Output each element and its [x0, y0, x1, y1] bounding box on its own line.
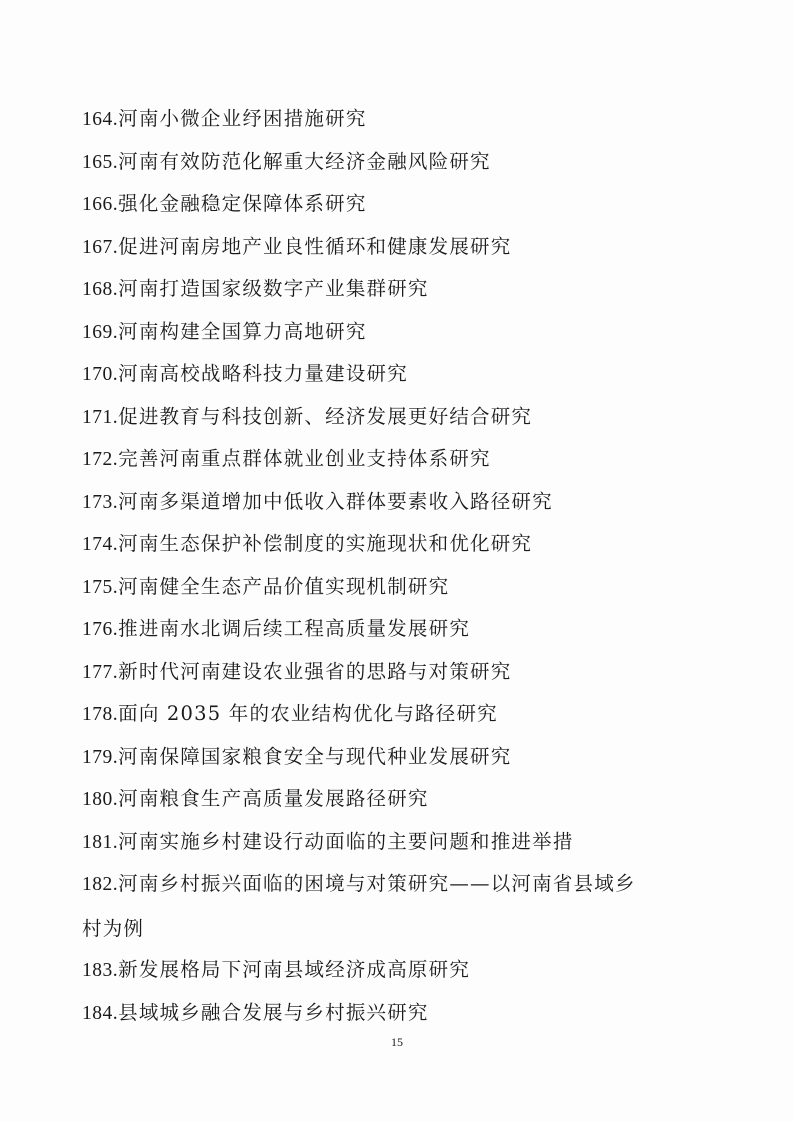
list-item: [82, 353, 682, 396]
item-number: 181.: [82, 831, 119, 853]
item-text: 完善河南重点群体就业创业支持体系研究: [118, 447, 491, 470]
item-number: 175.: [82, 576, 119, 598]
list-item: [82, 778, 682, 821]
item-number: 183.: [82, 960, 119, 981]
item-number: 166.: [82, 194, 119, 215]
item-text: 河南高校战略科技力量建设研究: [118, 362, 408, 385]
item-text: 河南生态保护补偿制度的实施现状和优化研究: [118, 532, 533, 555]
item-number: 171.: [82, 406, 119, 428]
list-item: [82, 141, 682, 184]
item-text: 新发展格局下河南县域经济成高原研究: [118, 958, 471, 981]
item-text: 县域城乡融合发展与乡村振兴研究: [118, 1000, 429, 1024]
item-number: 178.: [82, 704, 119, 725]
item-text: 推进南水北调后续工程高质量发展研究: [118, 617, 471, 640]
topic-list: [82, 98, 682, 1034]
list-item: [82, 98, 682, 141]
item-number: 174.: [82, 534, 119, 555]
item-text: 河南粮食生产高质量发展路径研究: [118, 787, 429, 810]
list-item: [82, 651, 682, 694]
item-number: 179.: [82, 746, 119, 768]
item-text: 河南有效防范化解重大经济金融风险研究: [118, 149, 491, 173]
list-item: [82, 566, 682, 609]
list-item: [82, 736, 682, 779]
list-item: [82, 311, 682, 354]
list-item: [82, 949, 682, 992]
list-item: [82, 268, 682, 311]
list-item: [82, 523, 682, 566]
item-text: 促进河南房地产业良性循环和健康发展研究: [118, 234, 512, 258]
item-number: 167.: [82, 236, 119, 258]
page-number: 15: [391, 1035, 403, 1049]
item-number: 180.: [82, 789, 119, 810]
item-text: 面向 2035 年的农业结构优化与路径研究: [118, 702, 498, 725]
list-item: [82, 438, 682, 481]
item-text: 强化金融稳定保障体系研究: [118, 192, 367, 215]
list-item-wrapped: [82, 863, 672, 949]
item-number: 165.: [82, 151, 119, 173]
item-number: 164.: [82, 109, 119, 130]
item-text: 河南健全生态产品价值实现机制研究: [118, 574, 450, 598]
list-item: [82, 992, 682, 1035]
item-number: 168.: [82, 279, 119, 300]
list-item: [82, 226, 682, 269]
item-number: 182.: [82, 874, 119, 895]
item-number: 169.: [82, 321, 119, 343]
item-text: 促进教育与科技创新、经济发展更好结合研究: [118, 404, 533, 428]
item-text: 河南小微企业纾困措施研究: [118, 107, 367, 130]
item-number: 172.: [82, 449, 119, 470]
item-text: 河南构建全国算力高地研究: [118, 319, 367, 343]
list-item: [82, 693, 682, 736]
list-item: [82, 481, 682, 524]
item-text: 河南打造国家级数字产业集群研究: [118, 277, 429, 300]
item-number: 176.: [82, 619, 119, 640]
item-number: 173.: [82, 491, 119, 513]
item-text-line-2: 村为例: [82, 916, 145, 940]
item-text-line-1: 河南乡村振兴面临的困境与对策研究——以河南省县域乡: [118, 872, 636, 895]
item-number: 184.: [82, 1002, 119, 1024]
list-item: [82, 821, 682, 864]
item-text: 新时代河南建设农业强省的思路与对策研究: [118, 659, 512, 683]
item-text: 河南多渠道增加中低收入群体要素收入路径研究: [118, 489, 553, 513]
list-item: [82, 183, 682, 226]
item-text: 河南保障国家粮食安全与现代种业发展研究: [118, 744, 512, 768]
item-text: 河南实施乡村建设行动面临的主要问题和推进举措: [118, 829, 574, 853]
list-item: [82, 608, 682, 651]
list-item: [82, 396, 682, 439]
item-number: 170.: [82, 364, 119, 385]
item-number: 177.: [82, 661, 119, 683]
